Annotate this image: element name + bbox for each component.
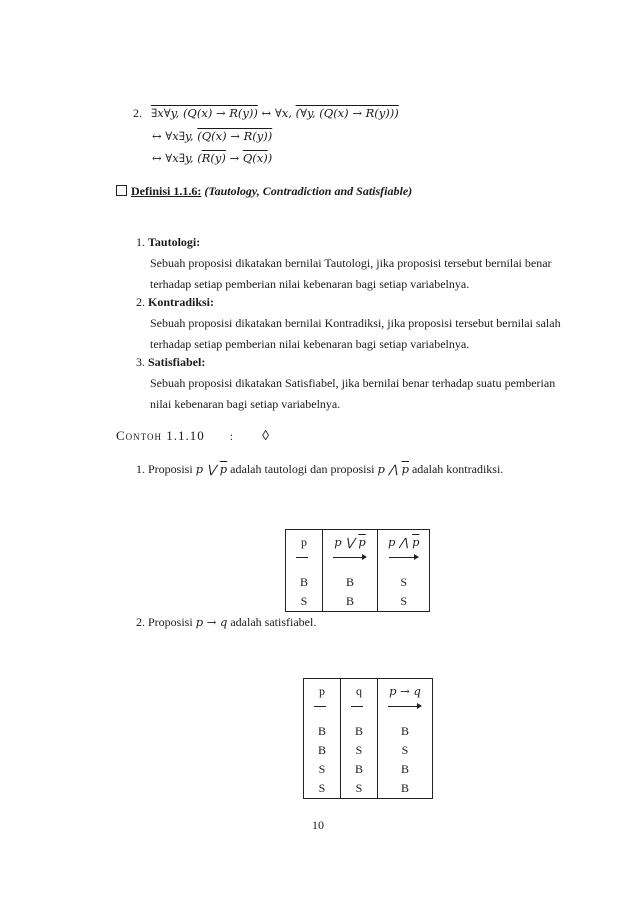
logic-expr: → [225, 151, 243, 165]
example-text: adalah satisfiabel. [227, 615, 317, 629]
example-heading [116, 428, 269, 445]
diamond-icon: ◊ [262, 429, 270, 444]
example-item [136, 615, 316, 630]
definition-label: Definisi 1.1.6: [131, 184, 202, 198]
truth-table-1 [285, 529, 430, 612]
logic-line-3 [152, 151, 272, 165]
list-number: 2. [136, 615, 145, 629]
definition-text: nilai kebenaran bagi setiap variabelnya. [150, 397, 341, 411]
definition-item [136, 292, 561, 355]
column-header: p ⋁ $\overline{p}$ [323, 530, 378, 553]
table-row: S B S [286, 592, 430, 612]
table-row: S S B [304, 779, 433, 799]
column-header: p [319, 684, 325, 698]
example-text: Proposisi [148, 615, 196, 629]
column-header: q [341, 679, 378, 702]
example-item [136, 462, 503, 477]
list-number: 3. [136, 355, 145, 369]
item-number: 2. [133, 106, 142, 120]
column-header: p [301, 535, 307, 549]
page-number: 10 [312, 818, 324, 832]
definition-text: Sebuah proposisi dikatakan bernilai Tautologi, jika proposisi tersebut bernilai benar [150, 256, 552, 270]
logic-expr-negated: (Q(x) → R(y)) [197, 129, 273, 143]
square-icon [116, 185, 127, 196]
list-number: 1. [136, 235, 145, 249]
table-row: B B B [304, 722, 433, 741]
example-text: Proposisi [148, 462, 196, 476]
logic-expr-negated: R(y) [201, 151, 226, 165]
list-number: 2. [136, 295, 145, 309]
definition-heading [116, 184, 412, 199]
logic-line-2 [152, 129, 272, 143]
definition-term: Tautologi: [148, 235, 201, 249]
list-number: 1. [136, 462, 145, 476]
column-header: p → q [378, 679, 433, 702]
example-text: adalah kontradiksi. [408, 462, 504, 476]
logic-expr: ↔ ∀x∃y, [152, 129, 198, 143]
math-expr-negated: $\overline{p}$ [401, 462, 409, 476]
table-rule-row [304, 701, 433, 716]
math-expr: p ⋀ [377, 462, 402, 476]
logic-line-1 [133, 106, 399, 121]
logic-expr: ↔ ∀x, [257, 106, 296, 120]
math-expr: p → q [195, 615, 228, 629]
definition-item [136, 352, 555, 415]
table-row: B B S [286, 573, 430, 592]
example-label: Contoh 1.1.10 [116, 428, 205, 443]
table-header-row [304, 679, 433, 702]
truth-table-2 [303, 678, 433, 799]
math-expr: p ⋁ [195, 462, 220, 476]
logic-expr: ↔ ∀x∃y, ( [152, 151, 202, 165]
logic-expr-negated: (∀y, (Q(x) → R(y))) [295, 106, 399, 120]
definition-title: (Tautology, Contradiction and Satisfiable) [204, 184, 413, 198]
math-expr-negated: $\overline{p}$ [219, 462, 228, 476]
example-text: adalah tautologi dan proposisi [227, 462, 378, 476]
table-row: S B B [304, 760, 433, 779]
definition-text: terhadap setiap pemberian nilai kebenaran bagi setiap variabelnya. [150, 277, 470, 291]
logic-expr-negated: Q(x) [242, 151, 268, 165]
table-row: B S S [304, 741, 433, 760]
definition-item [136, 232, 552, 295]
logic-expr-negated: ∃x∀y, (Q(x) → R(y)) [151, 106, 258, 120]
column-header: p ⋀ $\overline{p}$ [378, 530, 430, 553]
logic-expr: ) [267, 151, 273, 165]
definition-text: terhadap setiap pemberian nilai kebenaran bagi setiap variabelnya. [150, 337, 470, 351]
table-rule-row [286, 552, 430, 567]
example-colon: : [229, 429, 234, 443]
definition-text: Sebuah proposisi dikatakan bernilai Kontradiksi, jika proposisi tersebut bernilai salah [150, 316, 561, 330]
definition-text: Sebuah proposisi dikatakan Satisfiabel, jika bernilai benar terhadap suatu pemberian [150, 376, 556, 390]
definition-term: Satisfiabel: [148, 355, 206, 369]
definition-term: Kontradiksi: [148, 295, 215, 309]
table-header-row [286, 530, 430, 553]
